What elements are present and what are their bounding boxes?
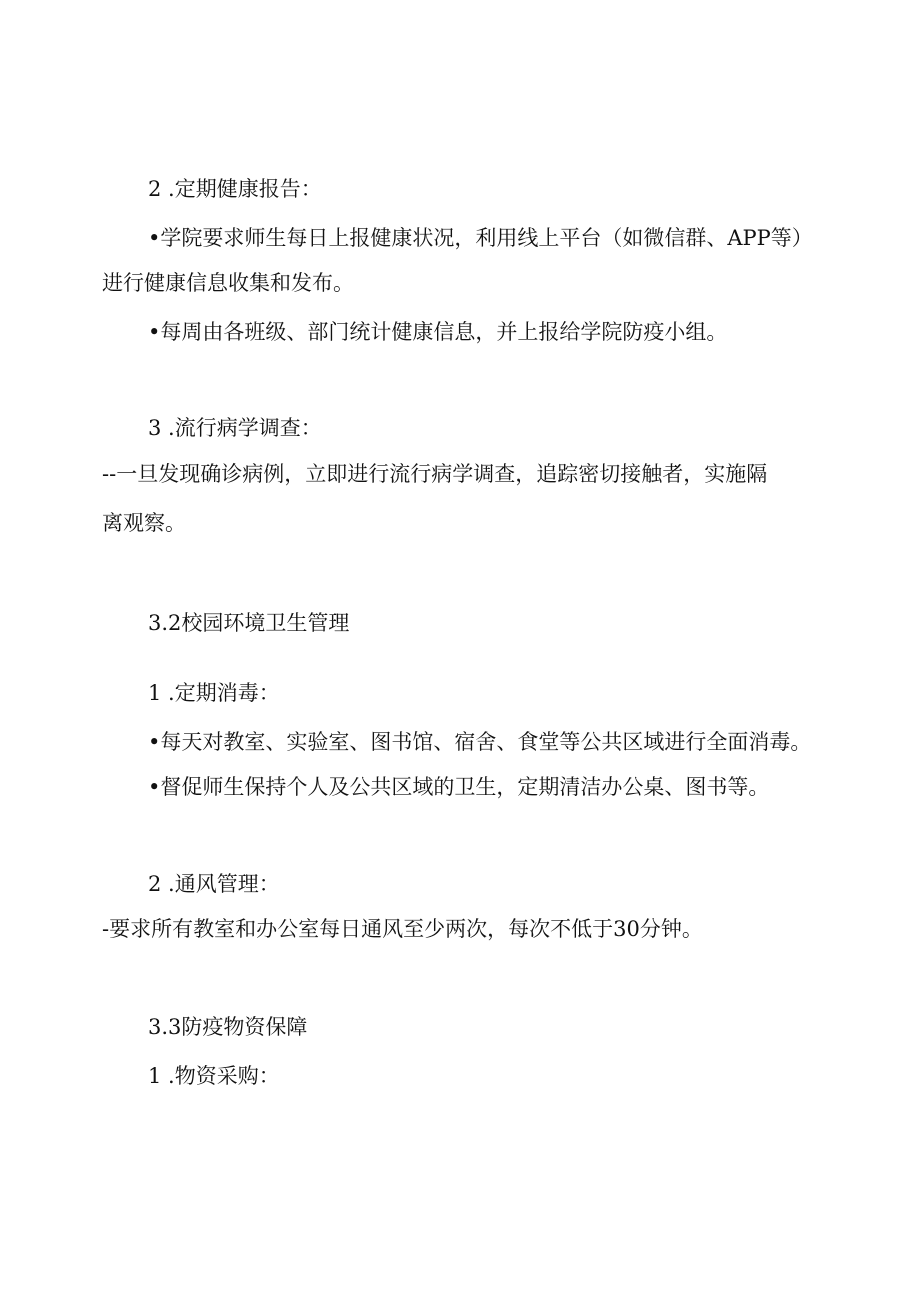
item-case-investigation-continued: 离观察。 xyxy=(102,511,186,535)
heading-epidemiological-survey: 3 .流行病学调查： xyxy=(148,416,322,440)
bullet-daily-report: •学院要求师生每日上报健康状况，利用线上平台（如微信群、APP等） xyxy=(148,226,813,250)
heading-regular-disinfection: 1 .定期消毒： xyxy=(148,681,280,705)
heading-ventilation: 2 .通风管理： xyxy=(148,872,280,896)
bullet-weekly-statistics: •每周由各班级、部门统计健康信息，并上报给学院防疫小组。 xyxy=(148,320,728,344)
bullet-daily-report-continued: 进行健康信息收集和发布。 xyxy=(102,271,354,295)
item-case-investigation: --一旦发现确诊病例，立即进行流行病学调查，追踪密切接触者，实施隔 xyxy=(102,462,768,486)
heading-procurement: 1 .物资采购： xyxy=(148,1064,280,1088)
bullet-daily-disinfection: •每天对教室、实验室、图书馆、宿舍、食堂等公共区域进行全面消毒。 xyxy=(148,730,812,754)
section-title-campus-hygiene: 3.2校园环境卫生管理 xyxy=(148,611,350,635)
heading-health-report: 2 .定期健康报告： xyxy=(148,177,322,201)
item-ventilation-requirement: -要求所有教室和办公室每日通风至少两次，每次不低于30分钟。 xyxy=(102,917,703,941)
section-title-supplies: 3.3防疫物资保障 xyxy=(148,1015,308,1039)
bullet-hygiene-maintenance: •督促师生保持个人及公共区域的卫生，定期清洁办公桌、图书等。 xyxy=(148,775,770,799)
